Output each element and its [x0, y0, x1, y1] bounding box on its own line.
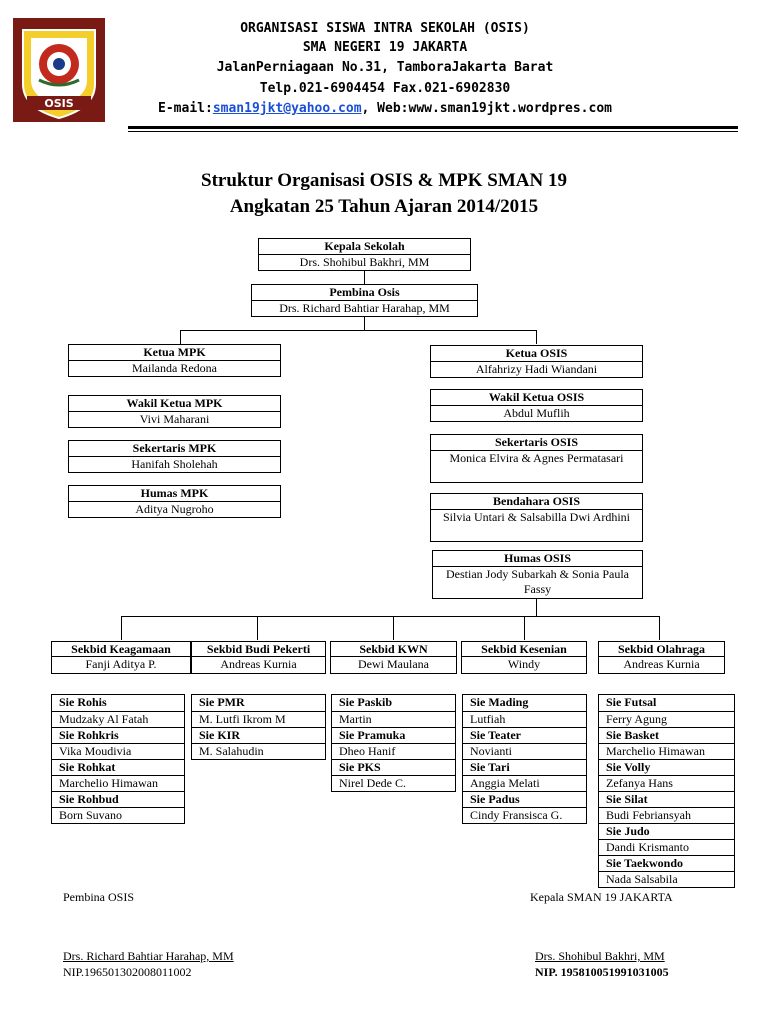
kepala-sekolah-box: [258, 238, 471, 271]
sie-member: Anggia Melati: [463, 775, 586, 791]
sie-label: Sie Padus: [463, 791, 586, 807]
connector: [180, 330, 536, 331]
footer-left-title: Pembina OSIS: [63, 890, 135, 904]
sie-label: Sie Pramuka: [332, 727, 455, 743]
email-prefix: E-mail:: [158, 101, 213, 116]
connector: [536, 330, 537, 344]
role-label: Sekertaris OSIS: [494, 435, 578, 449]
sie-member: Born Suvano: [52, 807, 184, 823]
role-label: Sekbid Budi Pekerti: [206, 642, 311, 656]
sie-label: Sie Basket: [599, 727, 734, 743]
role-label: Wakil Ketua OSIS: [488, 390, 585, 404]
footer-right-name: Drs. Shohibul Bakhri, MM: [535, 949, 665, 963]
connector: [364, 316, 365, 330]
org-name: ORGANISASI SISWA INTRA SEKOLAH (OSIS): [240, 21, 530, 36]
person-name: Andreas Kurnia: [192, 656, 325, 671]
sie-label: Sie Rohkat: [52, 759, 184, 775]
humas-mpk-box: [68, 485, 281, 518]
role-label: Wakil Ketua MPK: [126, 396, 223, 410]
role-label: Kepala Sekolah: [324, 239, 405, 253]
person-name: Abdul Muflih: [431, 405, 642, 421]
sie-list-keagamaan: [51, 694, 185, 824]
person-name: Silvia Untari & Salsabilla Dwi Ardhini: [431, 509, 642, 525]
sie-member: Dandi Krismanto: [599, 839, 734, 855]
logo-text: OSIS: [44, 97, 74, 110]
connector: [659, 616, 660, 640]
header-rule-thin: [128, 131, 738, 132]
sie-member: Marchelio Himawan: [52, 775, 184, 791]
footer-left-nip: NIP.196501302008011002: [63, 965, 192, 979]
web-address: , Web:www.sman19jkt.wordpres.com: [361, 101, 612, 116]
contact-line: [120, 99, 650, 119]
sekbid-kesenian-box: [461, 641, 587, 674]
sie-member: Novianti: [463, 743, 586, 759]
sie-label: Sie Rohis: [59, 695, 107, 709]
sie-label: Sie KIR: [192, 727, 325, 743]
person-name: Dewi Maulana: [331, 656, 456, 671]
role-label: Sekertaris MPK: [132, 441, 217, 455]
role-label: Humas MPK: [140, 486, 209, 500]
school-name: SMA NEGERI 19 JAKARTA: [302, 40, 468, 55]
sie-member: M. Salahudin: [192, 743, 325, 759]
footer-right-title: Kepala SMAN 19 JAKARTA: [530, 890, 673, 904]
person-name: Hanifah Sholehah: [69, 456, 280, 472]
sie-label: Sie PKS: [332, 759, 455, 775]
address: JalanPerniagaan No.31, TamboraJakarta Barat: [216, 60, 554, 75]
sie-member: Ferry Agung: [599, 711, 734, 727]
role-label: Sekbid Keagamaan: [71, 642, 171, 656]
sie-member: Vika Moudivia: [52, 743, 184, 759]
phone-fax: Telp.021-6904454 Fax.021-6902830: [259, 81, 511, 96]
sie-member: Nada Salsabila: [599, 871, 734, 887]
sie-member: Marchelio Himawan: [599, 743, 734, 759]
sie-label: Sie Silat: [599, 791, 734, 807]
person-name: Andreas Kurnia: [599, 656, 724, 671]
role-label: Ketua OSIS: [505, 346, 568, 360]
person-name: Monica Elvira & Agnes Permatasari: [431, 450, 642, 466]
sie-list-kwn: [331, 694, 456, 792]
person-name: Destian Jody Subarkah & Sonia Paula Fassy: [433, 566, 642, 597]
bendahara-osis-box: [430, 493, 643, 542]
role-label: Sekbid Kesenian: [481, 642, 567, 656]
sie-member: Nirel Dede C.: [332, 775, 455, 791]
person-name: Alfahrizy Hadi Wiandani: [431, 361, 642, 377]
connector: [180, 330, 181, 344]
sie-member: Lutfiah: [463, 711, 586, 727]
person-name: Aditya Nugroho: [69, 501, 280, 517]
sie-label: Sie Tari: [463, 759, 586, 775]
connector: [257, 616, 258, 640]
sie-label: Sie Rohbud: [52, 791, 184, 807]
wakil-ketua-mpk-box: [68, 395, 281, 428]
role-label: Humas OSIS: [503, 551, 572, 565]
footer-left-name: Drs. Richard Bahtiar Harahap, MM: [63, 949, 234, 963]
person-name: Windy: [462, 656, 586, 671]
pembina-osis-box: [251, 284, 478, 317]
header-rule: [128, 126, 738, 129]
sekbid-budi-pekerti-box: [191, 641, 326, 674]
ketua-mpk-box: [68, 344, 281, 377]
sie-label: Sie Rohkris: [52, 727, 184, 743]
person-name: Vivi Maharani: [69, 411, 280, 427]
connector: [364, 270, 365, 284]
sekertaris-osis-box: [430, 434, 643, 483]
sie-label: Sie Taekwondo: [599, 855, 734, 871]
person-name: Mailanda Redona: [69, 360, 280, 376]
sekbid-kwn-box: [330, 641, 457, 674]
sie-label: Sie Futsal: [606, 695, 657, 709]
sie-member: M. Lutfi Ikrom M: [192, 711, 325, 727]
email-link[interactable]: sman19jkt@yahoo.com: [212, 101, 362, 116]
sekertaris-mpk-box: [68, 440, 281, 473]
footer-right-nip: NIP. 195810051991031005: [535, 965, 669, 979]
connector: [121, 616, 659, 617]
role-label: Bendahara OSIS: [492, 494, 581, 508]
person-name: Drs. Shohibul Bakhri, MM: [259, 254, 470, 270]
connector: [121, 616, 122, 640]
role-label: Sekbid KWN: [359, 642, 428, 656]
chart-subtitle: Angkatan 25 Tahun Ajaran 2014/2015: [229, 196, 539, 217]
sie-member: Budi Febriansyah: [599, 807, 734, 823]
sie-member: Dheo Hanif: [332, 743, 455, 759]
osis-logo: [13, 18, 105, 122]
sie-label: Sie Judo: [599, 823, 734, 839]
sie-member: Mudzaky Al Fatah: [52, 711, 184, 727]
chart-title: Struktur Organisasi OSIS & MPK SMAN 19: [201, 170, 567, 191]
sie-member: Martin: [332, 711, 455, 727]
role-label: Sekbid Olahraga: [617, 642, 706, 656]
connector: [393, 616, 394, 640]
role-label: Ketua MPK: [143, 345, 206, 359]
sie-list-budi-pekerti: [191, 694, 326, 760]
wakil-ketua-osis-box: [430, 389, 643, 422]
sie-label: Sie Volly: [599, 759, 734, 775]
sekbid-keagamaan-box: [51, 641, 191, 674]
sie-label: Sie Teater: [463, 727, 586, 743]
connector: [536, 598, 537, 616]
sie-list-olahraga: [598, 694, 735, 888]
sie-member: Zefanya Hans: [599, 775, 734, 791]
sie-list-kesenian: [462, 694, 587, 824]
person-name: Drs. Richard Bahtiar Harahap, MM: [252, 300, 477, 316]
sie-label: Sie Paskib: [339, 695, 393, 709]
sie-label: Sie Mading: [470, 695, 529, 709]
humas-osis-box: [432, 550, 643, 599]
ketua-osis-box: [430, 345, 643, 378]
sie-label: Sie PMR: [199, 695, 245, 709]
role-label: Pembina Osis: [329, 285, 400, 299]
sie-member: Cindy Fransisca G.: [463, 807, 586, 823]
connector: [524, 616, 525, 640]
sekbid-olahraga-box: [598, 641, 725, 674]
person-name: Fanji Aditya P.: [52, 656, 190, 671]
